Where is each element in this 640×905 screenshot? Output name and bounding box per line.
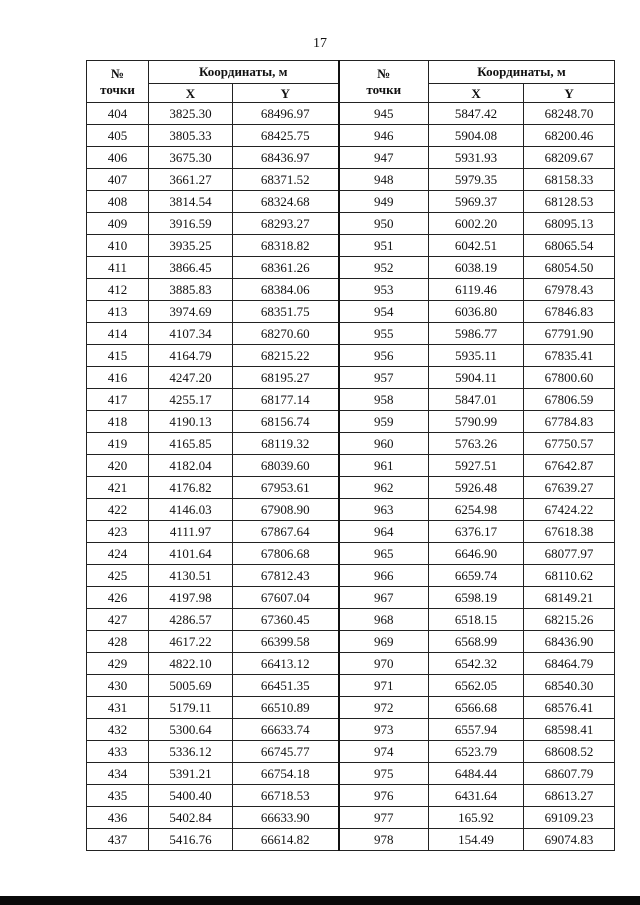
y-value-cell: 68039.60 (233, 455, 339, 477)
table-row (87, 103, 615, 125)
x-value-cell: 3916.59 (149, 213, 233, 235)
table-row (87, 411, 615, 433)
y-value-cell: 67835.41 (524, 345, 615, 367)
table-row (87, 587, 615, 609)
x-value-cell: 5927.51 (429, 455, 524, 477)
table-row (87, 169, 615, 191)
x-header-left: X (149, 84, 233, 103)
x-header-right: X (429, 84, 524, 103)
x-value-cell: 5904.11 (429, 367, 524, 389)
point-number-cell: 974 (339, 741, 429, 763)
y-value-cell: 67618.38 (524, 521, 615, 543)
point-number-cell: 432 (87, 719, 149, 741)
point-number-cell: 973 (339, 719, 429, 741)
x-value-cell: 5986.77 (429, 323, 524, 345)
y-value-cell: 68608.52 (524, 741, 615, 763)
scan-bottom-edge (0, 896, 640, 905)
y-value-cell: 67846.83 (524, 301, 615, 323)
y-header-right: Y (524, 84, 615, 103)
y-value-cell: 69109.23 (524, 807, 615, 829)
point-number-cell: 957 (339, 367, 429, 389)
y-value-cell: 68149.21 (524, 587, 615, 609)
table-row (87, 345, 615, 367)
point-number-cell: 405 (87, 125, 149, 147)
x-value-cell: 3814.54 (149, 191, 233, 213)
point-number-cell: 410 (87, 235, 149, 257)
x-value-cell: 5763.26 (429, 433, 524, 455)
y-value-cell: 68318.82 (233, 235, 339, 257)
point-number-cell: 406 (87, 147, 149, 169)
x-value-cell: 3825.30 (149, 103, 233, 125)
x-value-cell: 4176.82 (149, 477, 233, 499)
x-value-cell: 4182.04 (149, 455, 233, 477)
y-value-cell: 66510.89 (233, 697, 339, 719)
y-value-cell: 68158.33 (524, 169, 615, 191)
y-value-cell: 68371.52 (233, 169, 339, 191)
coords-header-left: Координаты, м (149, 61, 339, 84)
y-value-cell: 67607.04 (233, 587, 339, 609)
point-number-header-left (87, 61, 149, 103)
table-body (87, 103, 615, 851)
x-value-cell: 6484.44 (429, 763, 524, 785)
y-value-cell: 68607.79 (524, 763, 615, 785)
coords-header-right: Координаты, м (429, 61, 615, 84)
y-value-cell: 66754.18 (233, 763, 339, 785)
y-value-cell: 68209.67 (524, 147, 615, 169)
x-value-cell: 3805.33 (149, 125, 233, 147)
y-value-cell: 67978.43 (524, 279, 615, 301)
point-number-cell: 430 (87, 675, 149, 697)
point-number-cell: 431 (87, 697, 149, 719)
point-number-cell: 958 (339, 389, 429, 411)
table-row (87, 433, 615, 455)
y-header-left: Y (233, 84, 339, 103)
x-value-cell: 4107.34 (149, 323, 233, 345)
y-value-cell: 68156.74 (233, 411, 339, 433)
point-number-cell: 415 (87, 345, 149, 367)
point-number-cell: 966 (339, 565, 429, 587)
point-number-header-right (339, 61, 429, 103)
x-value-cell: 3935.25 (149, 235, 233, 257)
x-value-cell: 6376.17 (429, 521, 524, 543)
y-value-cell: 68361.26 (233, 257, 339, 279)
x-value-cell: 5005.69 (149, 675, 233, 697)
x-value-cell: 165.92 (429, 807, 524, 829)
point-number-cell: 948 (339, 169, 429, 191)
y-value-cell: 67908.90 (233, 499, 339, 521)
y-value-cell: 68110.62 (524, 565, 615, 587)
x-value-cell: 4111.97 (149, 521, 233, 543)
x-value-cell: 4101.64 (149, 543, 233, 565)
y-value-cell: 68540.30 (524, 675, 615, 697)
table-row (87, 807, 615, 829)
x-value-cell: 154.49 (429, 829, 524, 851)
x-value-cell: 5300.64 (149, 719, 233, 741)
point-number-cell: 975 (339, 763, 429, 785)
point-number-cell: 411 (87, 257, 149, 279)
table-row (87, 191, 615, 213)
point-number-cell: 433 (87, 741, 149, 763)
table-row (87, 829, 615, 851)
point-number-cell: 412 (87, 279, 149, 301)
table-row (87, 565, 615, 587)
x-value-cell: 5402.84 (149, 807, 233, 829)
point-number-cell: 435 (87, 785, 149, 807)
x-value-cell: 6431.64 (429, 785, 524, 807)
point-number-cell: 427 (87, 609, 149, 631)
point-number-cell: 969 (339, 631, 429, 653)
y-value-cell: 68077.97 (524, 543, 615, 565)
y-value-cell: 66614.82 (233, 829, 339, 851)
x-value-cell: 6659.74 (429, 565, 524, 587)
x-value-cell: 5926.48 (429, 477, 524, 499)
x-value-cell: 4190.13 (149, 411, 233, 433)
x-value-cell: 3675.30 (149, 147, 233, 169)
y-value-cell: 67639.27 (524, 477, 615, 499)
y-value-cell: 66451.35 (233, 675, 339, 697)
y-value-cell: 68598.41 (524, 719, 615, 741)
point-number-cell: 964 (339, 521, 429, 543)
y-value-cell: 66745.77 (233, 741, 339, 763)
point-number-cell: 953 (339, 279, 429, 301)
point-number-cell: 968 (339, 609, 429, 631)
y-value-cell: 66633.90 (233, 807, 339, 829)
table-row (87, 785, 615, 807)
x-value-cell: 5935.11 (429, 345, 524, 367)
table-row (87, 147, 615, 169)
point-number-cell: 976 (339, 785, 429, 807)
table-row (87, 719, 615, 741)
y-value-cell: 66718.53 (233, 785, 339, 807)
x-value-cell: 6038.19 (429, 257, 524, 279)
table-row (87, 235, 615, 257)
point-number-cell: 972 (339, 697, 429, 719)
point-number-cell: 422 (87, 499, 149, 521)
point-number-cell: 955 (339, 323, 429, 345)
y-value-cell: 68425.75 (233, 125, 339, 147)
point-number-cell: 421 (87, 477, 149, 499)
table-row (87, 543, 615, 565)
y-value-cell: 66399.58 (233, 631, 339, 653)
y-value-cell: 68119.32 (233, 433, 339, 455)
y-value-cell: 68128.53 (524, 191, 615, 213)
point-number-cell: 417 (87, 389, 149, 411)
x-value-cell: 6254.98 (429, 499, 524, 521)
table-row (87, 279, 615, 301)
x-value-cell: 6119.46 (429, 279, 524, 301)
y-value-cell: 68270.60 (233, 323, 339, 345)
y-value-cell: 67800.60 (524, 367, 615, 389)
point-number-cell: 945 (339, 103, 429, 125)
y-value-cell: 66413.12 (233, 653, 339, 675)
y-value-cell: 69074.83 (524, 829, 615, 851)
x-value-cell: 5847.01 (429, 389, 524, 411)
point-number-cell: 413 (87, 301, 149, 323)
x-value-cell: 5790.99 (429, 411, 524, 433)
table-row (87, 499, 615, 521)
y-value-cell: 66633.74 (233, 719, 339, 741)
point-label: точки (100, 81, 135, 97)
point-number-cell: 418 (87, 411, 149, 433)
table-row (87, 763, 615, 785)
y-value-cell: 67806.68 (233, 543, 339, 565)
point-number-cell: 971 (339, 675, 429, 697)
y-value-cell: 68195.27 (233, 367, 339, 389)
number-sign: № (377, 65, 391, 81)
point-number-cell: 951 (339, 235, 429, 257)
y-value-cell: 67360.45 (233, 609, 339, 631)
x-value-cell: 3866.45 (149, 257, 233, 279)
y-value-cell: 68095.13 (524, 213, 615, 235)
y-value-cell: 68351.75 (233, 301, 339, 323)
x-value-cell: 4617.22 (149, 631, 233, 653)
y-value-cell: 67784.83 (524, 411, 615, 433)
x-value-cell: 5979.35 (429, 169, 524, 191)
y-value-cell: 68496.97 (233, 103, 339, 125)
coordinates-table (86, 60, 615, 851)
point-number-cell: 954 (339, 301, 429, 323)
y-value-cell: 68200.46 (524, 125, 615, 147)
x-value-cell: 5416.76 (149, 829, 233, 851)
point-number-cell: 434 (87, 763, 149, 785)
table-row (87, 631, 615, 653)
x-value-cell: 5969.37 (429, 191, 524, 213)
point-number-cell: 404 (87, 103, 149, 125)
table-row (87, 367, 615, 389)
x-value-cell: 6562.05 (429, 675, 524, 697)
x-value-cell: 4255.17 (149, 389, 233, 411)
y-value-cell: 67750.57 (524, 433, 615, 455)
x-value-cell: 4130.51 (149, 565, 233, 587)
y-value-cell: 68215.26 (524, 609, 615, 631)
point-number-cell: 952 (339, 257, 429, 279)
x-value-cell: 5179.11 (149, 697, 233, 719)
x-value-cell: 3974.69 (149, 301, 233, 323)
point-number-cell: 978 (339, 829, 429, 851)
point-number-cell: 420 (87, 455, 149, 477)
y-value-cell: 68384.06 (233, 279, 339, 301)
point-number-cell: 961 (339, 455, 429, 477)
point-number-cell: 965 (339, 543, 429, 565)
x-value-cell: 4164.79 (149, 345, 233, 367)
y-value-cell: 68293.27 (233, 213, 339, 235)
point-number-cell: 426 (87, 587, 149, 609)
x-value-cell: 5391.21 (149, 763, 233, 785)
point-number-cell: 424 (87, 543, 149, 565)
x-value-cell: 6002.20 (429, 213, 524, 235)
y-value-cell: 68054.50 (524, 257, 615, 279)
point-number-cell: 429 (87, 653, 149, 675)
y-value-cell: 68613.27 (524, 785, 615, 807)
table-row (87, 389, 615, 411)
y-value-cell: 68065.54 (524, 235, 615, 257)
x-value-cell: 5336.12 (149, 741, 233, 763)
point-number-cell: 959 (339, 411, 429, 433)
x-value-cell: 4146.03 (149, 499, 233, 521)
point-number-cell: 960 (339, 433, 429, 455)
y-value-cell: 68464.79 (524, 653, 615, 675)
point-number-cell: 414 (87, 323, 149, 345)
x-value-cell: 5904.08 (429, 125, 524, 147)
x-value-cell: 4197.98 (149, 587, 233, 609)
y-value-cell: 67867.64 (233, 521, 339, 543)
y-value-cell: 68436.90 (524, 631, 615, 653)
x-value-cell: 6598.19 (429, 587, 524, 609)
point-number-cell: 950 (339, 213, 429, 235)
x-value-cell: 4286.57 (149, 609, 233, 631)
point-number-cell: 409 (87, 213, 149, 235)
point-number-cell: 423 (87, 521, 149, 543)
y-value-cell: 68215.22 (233, 345, 339, 367)
point-number-cell: 949 (339, 191, 429, 213)
point-number-cell: 963 (339, 499, 429, 521)
point-number-cell: 407 (87, 169, 149, 191)
table-row (87, 653, 615, 675)
point-number-cell: 946 (339, 125, 429, 147)
x-value-cell: 6523.79 (429, 741, 524, 763)
x-value-cell: 6542.32 (429, 653, 524, 675)
table-row (87, 675, 615, 697)
table-row (87, 697, 615, 719)
point-number-cell: 977 (339, 807, 429, 829)
x-value-cell: 6518.15 (429, 609, 524, 631)
y-value-cell: 67953.61 (233, 477, 339, 499)
y-value-cell: 68177.14 (233, 389, 339, 411)
table-row (87, 609, 615, 631)
table-row (87, 301, 615, 323)
x-value-cell: 5847.42 (429, 103, 524, 125)
number-sign: № (110, 65, 125, 81)
x-value-cell: 4822.10 (149, 653, 233, 675)
point-number-cell: 428 (87, 631, 149, 653)
table-row (87, 455, 615, 477)
x-value-cell: 3661.27 (149, 169, 233, 191)
point-number-cell: 437 (87, 829, 149, 851)
x-value-cell: 5400.40 (149, 785, 233, 807)
y-value-cell: 68576.41 (524, 697, 615, 719)
x-value-cell: 6568.99 (429, 631, 524, 653)
table-row (87, 257, 615, 279)
x-value-cell: 5931.93 (429, 147, 524, 169)
point-number-cell: 425 (87, 565, 149, 587)
point-number-cell: 436 (87, 807, 149, 829)
page-number: 17 (313, 36, 327, 51)
table-row (87, 323, 615, 345)
x-value-cell: 6042.51 (429, 235, 524, 257)
x-value-cell: 4165.85 (149, 433, 233, 455)
y-value-cell: 67791.90 (524, 323, 615, 345)
x-value-cell: 3885.83 (149, 279, 233, 301)
y-value-cell: 67642.87 (524, 455, 615, 477)
point-number-cell: 967 (339, 587, 429, 609)
point-number-cell: 416 (87, 367, 149, 389)
point-label: точки (366, 81, 402, 97)
point-number-cell: 419 (87, 433, 149, 455)
y-value-cell: 68324.68 (233, 191, 339, 213)
x-value-cell: 6036.80 (429, 301, 524, 323)
x-value-cell: 6646.90 (429, 543, 524, 565)
x-value-cell: 6566.68 (429, 697, 524, 719)
y-value-cell: 67806.59 (524, 389, 615, 411)
point-number-cell: 956 (339, 345, 429, 367)
y-value-cell: 68248.70 (524, 103, 615, 125)
table-row (87, 521, 615, 543)
point-number-cell: 962 (339, 477, 429, 499)
table-row (87, 125, 615, 147)
y-value-cell: 67812.43 (233, 565, 339, 587)
x-value-cell: 4247.20 (149, 367, 233, 389)
y-value-cell: 67424.22 (524, 499, 615, 521)
point-number-cell: 970 (339, 653, 429, 675)
table-row (87, 477, 615, 499)
table-row (87, 741, 615, 763)
x-value-cell: 6557.94 (429, 719, 524, 741)
point-number-cell: 408 (87, 191, 149, 213)
y-value-cell: 68436.97 (233, 147, 339, 169)
table-row (87, 213, 615, 235)
point-number-cell: 947 (339, 147, 429, 169)
